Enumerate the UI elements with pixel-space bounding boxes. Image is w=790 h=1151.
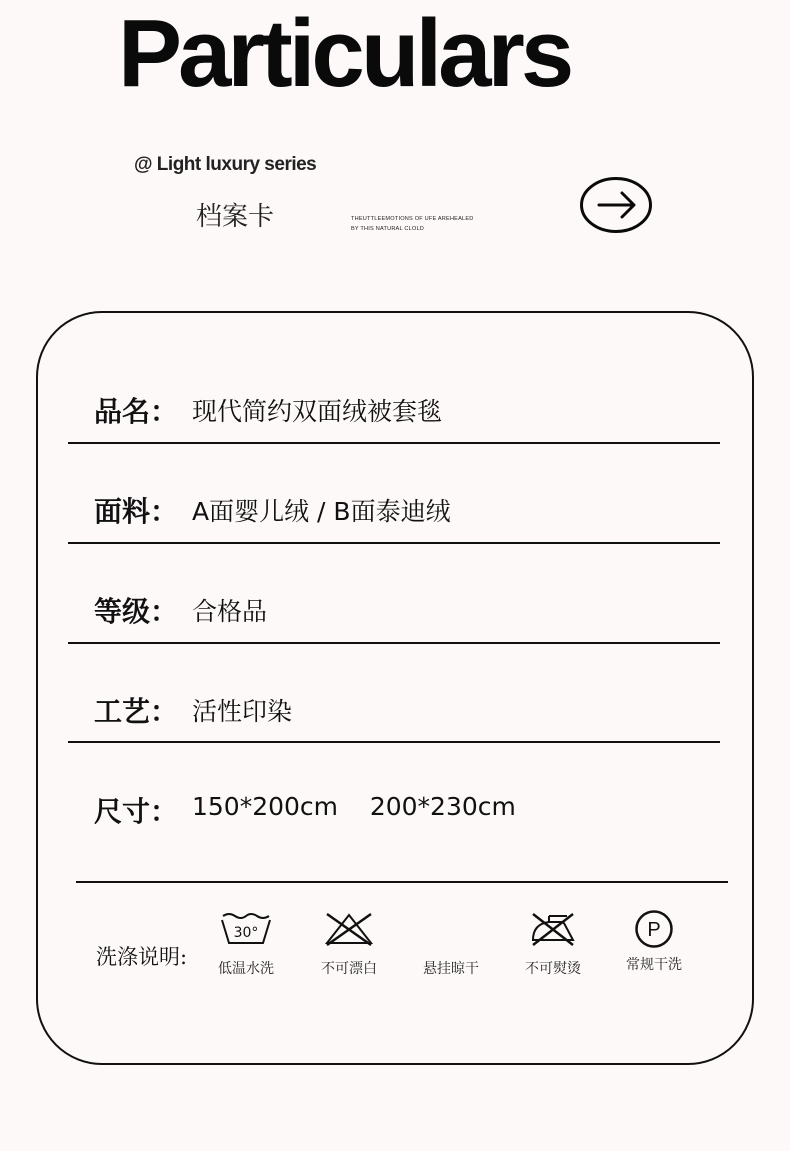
care-item-hang-dry	[406, 912, 496, 978]
care-item-no-iron	[508, 912, 598, 978]
row-value: A面婴儿绒 / B面泰迪绒	[192, 497, 451, 526]
care-caption: 不可熨烫	[525, 961, 581, 977]
care-item-dry-clean	[609, 912, 699, 974]
row-value: 合格品	[192, 597, 268, 626]
archive-label: 档案卡	[196, 202, 275, 232]
care-caption: 悬挂晾干	[423, 961, 479, 977]
detail-row-size	[68, 780, 720, 840]
detail-row-grade	[68, 580, 720, 644]
no-bleach-icon	[323, 912, 375, 946]
page-title: Particulars	[118, 0, 571, 107]
hang-dry-icon	[425, 912, 477, 946]
wash-30-icon	[220, 912, 272, 946]
row-label: 尺寸：	[94, 795, 179, 828]
row-label: 品名：	[94, 395, 179, 428]
row-label: 等级：	[94, 595, 179, 628]
dry-clean-p-icon	[628, 908, 680, 948]
row-value: 150*200cm 200*230cm	[192, 792, 516, 821]
care-caption: 不可漂白	[321, 961, 377, 977]
dry-clean-letter: P	[647, 919, 661, 941]
series-label: @ Light luxury series	[134, 154, 317, 175]
row-value: 现代简约双面绒被套毯	[192, 397, 443, 426]
detail-row-craft	[68, 680, 720, 743]
row-label: 工艺：	[94, 695, 179, 728]
care-label: 洗涤说明:	[96, 945, 188, 969]
care-caption: 常规干洗	[626, 957, 682, 973]
divider	[76, 881, 728, 883]
care-caption: 低温水洗	[218, 961, 274, 977]
care-item-low-temp-wash	[201, 912, 291, 978]
row-value: 活性印染	[192, 697, 293, 726]
motto-line-1: THEUTTLEEMOTIONS OF UFE AREHEALED	[351, 216, 474, 222]
care-item-no-bleach	[304, 912, 394, 978]
detail-row-fabric	[68, 480, 720, 544]
arrow-right-circle-icon[interactable]	[580, 177, 652, 233]
wash-temp-text: 30°	[233, 925, 259, 941]
motto-text	[351, 214, 474, 234]
motto-line-2: BY THIS NATURAL CLOLD	[351, 226, 425, 232]
detail-row-name	[68, 380, 720, 444]
row-label: 面料：	[94, 495, 179, 528]
no-iron-icon	[527, 912, 579, 946]
